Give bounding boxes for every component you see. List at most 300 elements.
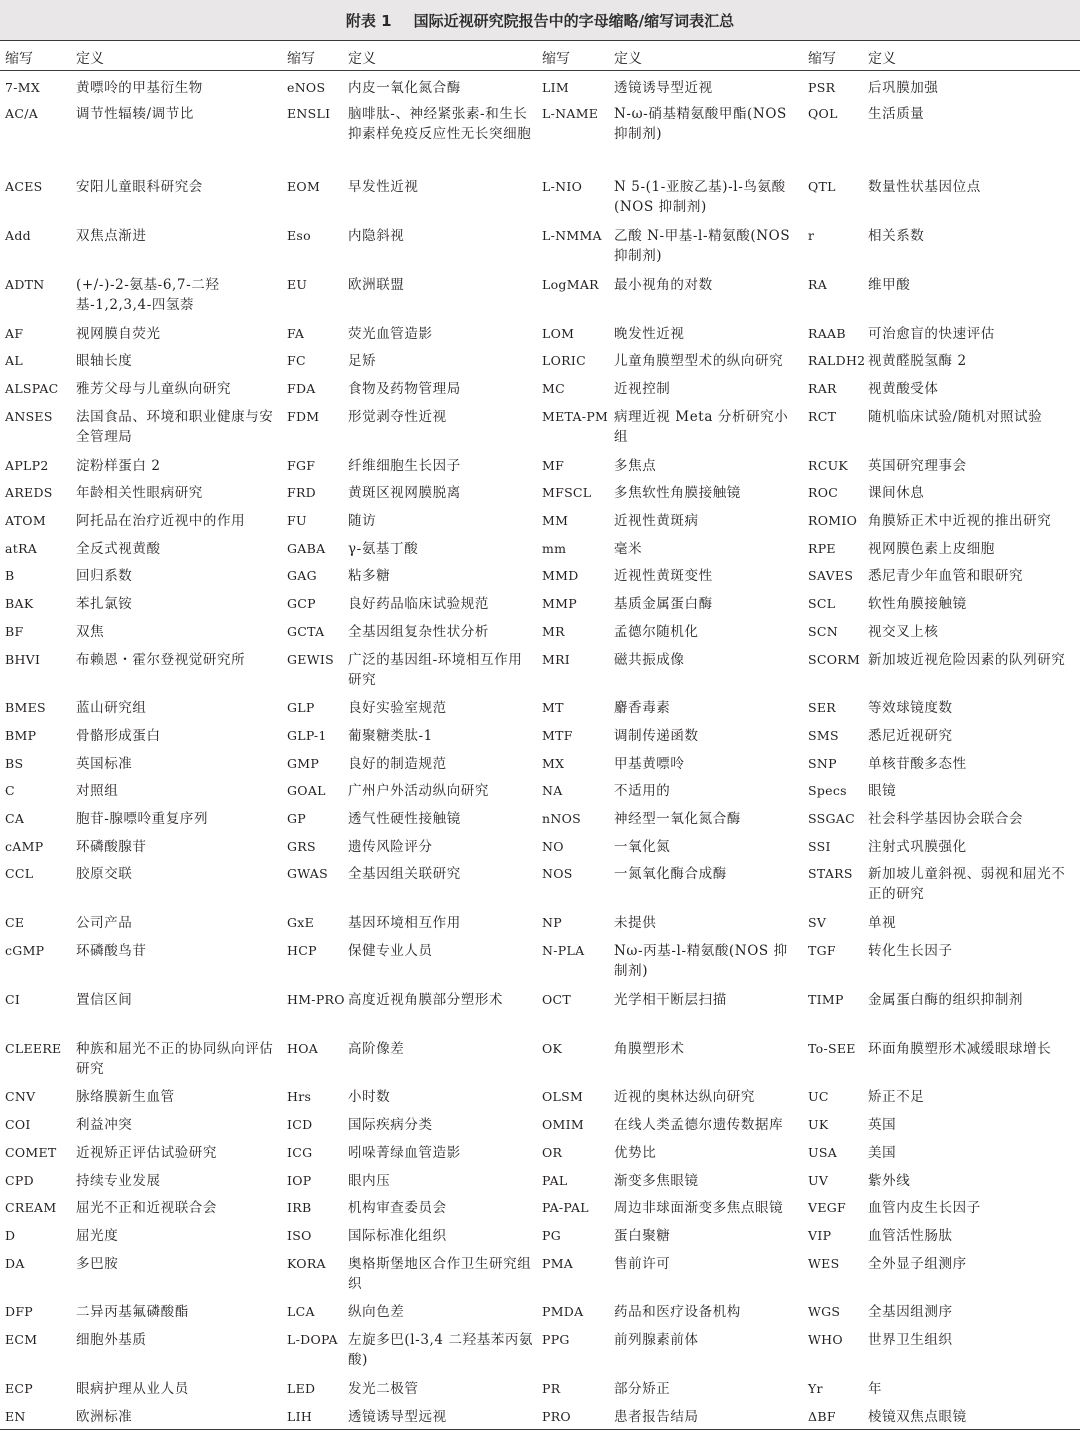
abbreviation-cell: BMES — [5, 700, 46, 715]
abbreviation-cell: LOM — [542, 326, 575, 341]
definition-cell: 神经型一氧化氮合酶 — [614, 811, 741, 827]
header-def-3: 定义 — [614, 51, 642, 67]
definition-cell: 机构审查委员会 — [348, 1200, 447, 1216]
abbreviation-cell: SCORM — [808, 652, 861, 667]
abbreviation-cell: L-NMMA — [542, 228, 602, 243]
abbreviation-cell: PR — [542, 1381, 561, 1396]
definition-cell: 未提供 — [614, 915, 657, 931]
header-def-2: 定义 — [348, 51, 376, 67]
definition-cell: 利益冲突 — [76, 1117, 133, 1133]
abbreviation-cell: QTL — [808, 179, 836, 194]
abbreviation-cell: SSI — [808, 839, 831, 854]
abbreviation-cell: ATOM — [5, 513, 46, 528]
abbreviation-cell: RPE — [808, 541, 836, 556]
definition-cell: 孟德尔随机化 — [614, 624, 699, 640]
definition-cell: 角膜矫正术中近视的推出研究 — [868, 513, 1052, 529]
definition-cell: 安阳儿童眼科研究会 — [76, 179, 203, 195]
definition-cell: 光学相干断层扫描 — [614, 992, 727, 1008]
definition-cell: 阿托品在治疗近视中的作用 — [76, 513, 246, 529]
abbreviation-cell: ΔBF — [808, 1409, 836, 1424]
abbreviation-cell: MC — [542, 381, 565, 396]
definition-cell: 基质金属蛋白酶 — [614, 596, 713, 612]
definition-cell: 基因环境相互作用 — [348, 915, 461, 931]
header-def-1: 定义 — [76, 51, 104, 67]
definition-cell: 单视 — [868, 915, 897, 931]
definition-cell: 广州户外活动纵向研究 — [348, 783, 489, 799]
abbreviation-cell: AREDS — [5, 485, 53, 500]
definition-cell: 近视控制 — [614, 381, 671, 397]
definition-cell: 欧洲标准 — [76, 1409, 133, 1425]
abbreviation-cell: NO — [542, 839, 564, 854]
definition-cell: 视网膜自荧光 — [76, 326, 161, 342]
definition-cell: 视黄醛脱氢酶 2 — [868, 353, 967, 369]
abbreviation-cell: PA-PAL — [542, 1200, 589, 1215]
abbreviation-cell: ACES — [5, 179, 43, 194]
definition-cell: 屈光度 — [76, 1228, 119, 1244]
abbreviation-cell: MR — [542, 624, 565, 639]
definition-cell: 眼轴长度 — [76, 353, 133, 369]
definition-cell: 周边非球面渐变多焦点眼镜 — [614, 1200, 784, 1216]
abbreviation-cell: Hrs — [287, 1089, 312, 1104]
abbreviation-cell: SSGAC — [808, 811, 855, 826]
abbreviation-cell: QOL — [808, 106, 838, 121]
abbreviation-cell: CNV — [5, 1089, 36, 1104]
abbreviation-cell: L-NIO — [542, 179, 583, 194]
abbreviation-cell: FU — [287, 513, 307, 528]
abbreviation-cell: HCP — [287, 943, 317, 958]
abbreviation-cell: MM — [542, 513, 569, 528]
definition-cell: 数量性状基因位点 — [868, 179, 981, 195]
abbreviation-cell: ALSPAC — [5, 381, 59, 396]
table-number: 附表 1 — [345, 11, 392, 30]
abbreviation-cell: COI — [5, 1117, 31, 1132]
definition-cell: 布赖恩・霍尔登视觉研究所 — [76, 652, 246, 668]
abbreviation-cell: PSR — [808, 80, 836, 95]
definition-cell: 国际疾病分类 — [348, 1117, 433, 1133]
abbreviation-cell: ECM — [5, 1332, 38, 1347]
abbreviation-cell: GEWIS — [287, 652, 334, 667]
definition-cell: 遗传风险评分 — [348, 839, 433, 855]
definition-cell: 后巩膜加强 — [868, 80, 939, 96]
abbreviation-cell: EU — [287, 277, 308, 292]
definition-cell: 广泛的基因组-环境相互作用研究 — [348, 652, 523, 688]
definition-cell: 眼内压 — [348, 1173, 391, 1189]
abbreviation-cell: L-NAME — [542, 106, 599, 121]
definition-cell: 课间休息 — [868, 485, 925, 501]
abbreviation-cell: GAG — [287, 568, 317, 583]
abbreviation-cell: MT — [542, 700, 564, 715]
definition-cell: 近视性黄斑变性 — [614, 568, 713, 584]
definition-cell: 血管内皮生长因子 — [868, 1200, 981, 1216]
abbreviation-cell: APLP2 — [5, 458, 49, 473]
definition-cell: 悉尼青少年血管和眼研究 — [868, 568, 1024, 584]
definition-cell: 公司产品 — [76, 915, 133, 931]
definition-cell: 环磷酸腺苷 — [76, 839, 147, 855]
definition-cell: 病理近视 Meta 分析研究小组 — [614, 409, 789, 445]
abbreviation-cell: GxE — [287, 915, 315, 930]
abbreviation-cell: Add — [5, 228, 31, 243]
table-caption: 国际近视研究院报告中的字母缩略/缩写词表汇总 — [413, 11, 735, 30]
definition-cell: 棱镜双焦点眼镜 — [868, 1409, 967, 1425]
definition-cell: 食物及药物管理局 — [348, 381, 461, 397]
abbreviation-cell: MTF — [542, 728, 573, 743]
definition-cell: 维甲酸 — [868, 277, 911, 293]
definition-cell: 乙酸 N-甲基-l-精氨酸(NOS抑制剂) — [614, 228, 791, 264]
abbreviation-cell: D — [5, 1228, 16, 1243]
definition-cell: 近视矫正评估试验研究 — [76, 1145, 217, 1161]
definition-cell: 多巴胺 — [76, 1256, 119, 1272]
abbreviation-cell: VEGF — [808, 1200, 847, 1215]
definition-cell: 眼镜 — [868, 783, 897, 799]
abbreviation-cell: ANSES — [5, 409, 53, 424]
abbreviation-cell: atRA — [5, 541, 38, 556]
abbreviation-cell: STARS — [808, 866, 853, 881]
definition-cell: 社会科学基因协会联合会 — [868, 811, 1024, 827]
abbreviation-cell: BMP — [5, 728, 37, 743]
abbreviation-cell: WGS — [808, 1304, 841, 1319]
definition-cell: 良好的制造规范 — [348, 756, 447, 772]
abbreviation-cell: GP — [287, 811, 306, 826]
abbreviation-cell: SV — [808, 915, 827, 930]
abbreviation-cell: FGF — [287, 458, 316, 473]
abbreviation-cell: CE — [5, 915, 25, 930]
definition-cell: 世界卫生组织 — [868, 1332, 953, 1348]
definition-cell: 美国 — [868, 1145, 897, 1161]
definition-cell: 金属蛋白酶的组织抑制剂 — [868, 992, 1024, 1008]
abbreviation-cell: ICG — [287, 1145, 313, 1160]
definition-cell: 软性角膜接触镜 — [868, 596, 967, 612]
abbreviation-cell: SNP — [808, 756, 837, 771]
definition-cell: 苯扎氯铵 — [76, 596, 133, 612]
abbreviation-cell: LED — [287, 1381, 316, 1396]
abbreviation-cell: NA — [542, 783, 563, 798]
definition-cell: 环磷酸鸟苷 — [76, 943, 147, 959]
abbreviation-cell: mm — [542, 541, 567, 556]
abbreviation-cell: VIP — [808, 1228, 832, 1243]
definition-cell: 蓝山研究组 — [76, 700, 147, 716]
definition-cell: 一氧化氮 — [614, 839, 671, 855]
abbreviation-cell: RALDH2 — [808, 353, 866, 368]
abbreviation-cell: ICD — [287, 1117, 313, 1132]
definition-cell: 随机临床试验/随机对照试验 — [868, 409, 1043, 425]
abbreviation-cell: ENSLI — [287, 106, 331, 121]
definition-cell: 注射式巩膜强化 — [868, 839, 967, 855]
definition-cell: γ-氨基丁酸 — [348, 541, 419, 557]
abbreviation-cell: BS — [5, 756, 24, 771]
definition-cell: 视交叉上核 — [868, 624, 939, 640]
definition-cell: 前列腺素前体 — [614, 1332, 699, 1348]
definition-cell: 纤维细胞生长因子 — [348, 458, 461, 474]
abbreviation-cell: IRB — [287, 1200, 312, 1215]
abbreviation-cell: DA — [5, 1256, 25, 1271]
abbreviation-cell: GLP — [287, 700, 315, 715]
abbreviation-cell: USA — [808, 1145, 838, 1160]
abbreviation-cell: Eso — [287, 228, 311, 243]
abbreviation-cell: SCL — [808, 596, 836, 611]
definition-cell: 血管活性肠肽 — [868, 1228, 953, 1244]
abbreviation-cell: TGF — [808, 943, 836, 958]
definition-cell: 粘多糖 — [348, 568, 391, 584]
definition-cell: 发光二极管 — [348, 1381, 419, 1397]
abbreviation-cell: ECP — [5, 1381, 33, 1396]
definition-cell: N-ω-硝基精氨酸甲酯(NOS抑制剂) — [614, 106, 787, 142]
abbreviation-cell: EN — [5, 1409, 26, 1424]
abbreviation-cell: BF — [5, 624, 24, 639]
abbreviation-cell: AF — [5, 326, 24, 341]
abbreviation-cell: eNOS — [287, 80, 326, 95]
abbreviation-cell: 7-MX — [5, 80, 41, 95]
abbreviation-cell: FRD — [287, 485, 317, 500]
definition-cell: 可治愈盲的快速评估 — [868, 326, 995, 342]
definition-cell: 调节性辐辏/调节比 — [76, 106, 194, 122]
abbreviation-cell: CA — [5, 811, 25, 826]
definition-cell: 内皮一氧化氮合酶 — [348, 80, 461, 96]
definition-cell: 多焦点 — [614, 458, 657, 474]
abbreviation-cell: WES — [808, 1256, 840, 1271]
abbreviation-cell: ISO — [287, 1228, 312, 1243]
definition-cell: 视黄酸受体 — [868, 381, 939, 397]
definition-cell: 高度近视角膜部分塑形术 — [348, 992, 504, 1008]
definition-cell: 保健专业人员 — [348, 943, 433, 959]
abbreviation-cell: PMDA — [542, 1304, 584, 1319]
definition-cell: 透气性硬性接触镜 — [348, 811, 461, 827]
table-title — [0, 0, 1080, 41]
definition-cell: 新加坡近视危险因素的队列研究 — [868, 652, 1066, 668]
abbreviation-cell: N-PLA — [542, 943, 585, 958]
definition-cell: 二异丙基氟磷酸酯 — [76, 1304, 189, 1320]
definition-cell: 纵向色差 — [348, 1304, 405, 1320]
abbreviation-cell: AC/A — [5, 106, 39, 121]
definition-cell: 一氮氧化酶合成酶 — [614, 866, 727, 882]
definition-cell: 双焦点渐进 — [76, 228, 147, 244]
definition-cell: 毫米 — [614, 541, 643, 557]
definition-cell: 全基因组复杂性状分析 — [348, 624, 489, 640]
definition-cell: 不适用的 — [614, 783, 671, 799]
definition-cell: 黄斑区视网膜脱离 — [348, 485, 461, 501]
abbreviation-cell: PPG — [542, 1332, 570, 1347]
abbreviation-cell: GWAS — [287, 866, 329, 881]
definition-cell: 小时数 — [348, 1089, 391, 1105]
abbreviation-cell: SCN — [808, 624, 838, 639]
header-abbr-2: 缩写 — [287, 51, 315, 67]
definition-cell: 最小视角的对数 — [614, 277, 713, 293]
abbreviation-cell: OR — [542, 1145, 563, 1160]
abbreviation-cell: TIMP — [808, 992, 844, 1007]
abbreviation-cell: WHO — [808, 1332, 843, 1347]
abbreviation-cell: C — [5, 783, 15, 798]
definition-cell: 奥格斯堡地区合作卫生研究组织 — [348, 1256, 532, 1292]
definition-cell: 葡聚糖类肽-1 — [348, 728, 433, 744]
definition-cell: 吲哚菁绿血管造影 — [348, 1145, 461, 1161]
abbreviation-cell: RA — [808, 277, 828, 292]
abbreviation-cell: MMD — [542, 568, 579, 583]
definition-cell: 透镜诱导型近视 — [614, 80, 713, 96]
definition-cell: 淀粉样蛋白 2 — [76, 458, 161, 474]
abbreviation-cell: L-DOPA — [287, 1332, 338, 1347]
abbreviation-cell: EOM — [287, 179, 321, 194]
definition-cell: 法国食品、环境和职业健康与安全管理局 — [76, 409, 274, 445]
definition-cell: 麝香毒素 — [614, 700, 671, 716]
abbreviation-cell: MMP — [542, 596, 577, 611]
abbreviation-cell: FDM — [287, 409, 320, 424]
definition-cell: 多焦软性角膜接触镜 — [614, 485, 741, 501]
definition-cell: 甲基黄嘌呤 — [614, 756, 685, 772]
abbreviation-cell: LCA — [287, 1304, 315, 1319]
definition-cell: 黄嘌呤的甲基衍生物 — [76, 80, 203, 96]
definition-cell: 荧光血管造影 — [348, 326, 433, 342]
definition-cell: 角膜塑形术 — [614, 1041, 685, 1057]
definition-cell: 全基因组关联研究 — [348, 866, 461, 882]
definition-cell: 早发性近视 — [348, 179, 419, 195]
definition-cell: 雅芳父母与儿童纵向研究 — [76, 381, 232, 397]
abbreviation-cell: PAL — [542, 1173, 568, 1188]
definition-cell: 部分矫正 — [614, 1381, 671, 1397]
definition-cell: 儿童角膜塑型术的纵向研究 — [614, 353, 784, 369]
abbreviation-cell: COMET — [5, 1145, 57, 1160]
abbreviation-cell: PG — [542, 1228, 561, 1243]
abbreviation-cell: cGMP — [5, 943, 45, 958]
definition-cell: 相关系数 — [868, 228, 925, 244]
abbreviation-cell: CCL — [5, 866, 34, 881]
definition-cell: 药品和医疗设备机构 — [614, 1304, 741, 1320]
abbreviation-cell: GABA — [287, 541, 326, 556]
definition-cell: 英国 — [868, 1117, 897, 1133]
definition-cell: 足矫 — [348, 353, 377, 369]
definition-cell: 新加坡儿童斜视、弱视和屈光不正的研究 — [868, 866, 1066, 902]
definition-cell: 近视性黄斑病 — [614, 513, 699, 529]
definition-cell: 悉尼近视研究 — [868, 728, 953, 744]
definition-cell: 国际标准化组织 — [348, 1228, 447, 1244]
definition-cell: 高阶像差 — [348, 1041, 405, 1057]
abbreviation-cell: ADTN — [5, 277, 45, 292]
definition-cell: 屈光不正和近视联合会 — [76, 1200, 217, 1216]
abbreviation-cell: RAAB — [808, 326, 846, 341]
definition-cell: 骨骼形成蛋白 — [76, 728, 161, 744]
abbreviation-cell: nNOS — [542, 811, 581, 826]
abbreviation-cell: MX — [542, 756, 565, 771]
definition-cell: 胶原交联 — [76, 866, 133, 882]
definition-cell: 全外显子组测序 — [868, 1256, 967, 1272]
definition-cell: 内隐斜视 — [348, 228, 405, 244]
abbreviation-cell: B — [5, 568, 15, 583]
abbreviation-cell: UC — [808, 1089, 829, 1104]
abbreviation-cell: MF — [542, 458, 565, 473]
definition-cell: 环面角膜塑形术减缓眼球增长 — [868, 1041, 1052, 1057]
abbreviation-cell: DFP — [5, 1304, 34, 1319]
abbreviation-cell: CPD — [5, 1173, 34, 1188]
table-header — [0, 42, 1080, 71]
definition-cell: 优势比 — [614, 1145, 657, 1161]
abbreviation-cell: LIH — [287, 1409, 313, 1424]
abbreviation-cell: MFSCL — [542, 485, 592, 500]
definition-cell: 近视的奥林达纵向研究 — [614, 1089, 755, 1105]
abbreviation-cell: CLEERE — [5, 1041, 62, 1056]
abbreviation-cell: Yr — [808, 1381, 823, 1396]
definition-cell: 胞苷-腺嘌呤重复序列 — [76, 811, 209, 827]
abbreviation-cell: OCT — [542, 992, 572, 1007]
abbreviation-cell: AL — [5, 353, 23, 368]
abbreviation-cell: GMP — [287, 756, 320, 771]
abbreviation-cell: BAK — [5, 596, 34, 611]
definition-cell: 良好实验室规范 — [348, 700, 447, 716]
header-abbr-3: 缩写 — [542, 51, 570, 67]
definition-cell: 蛋白聚糖 — [614, 1228, 671, 1244]
abbreviation-cell: PRO — [542, 1409, 571, 1424]
abbreviation-cell: ROC — [808, 485, 839, 500]
definition-cell: N 5-(1-亚胺乙基)-l-鸟氨酸(NOS 抑制剂) — [614, 179, 786, 215]
abbreviation-cell: SAVES — [808, 568, 854, 583]
definition-cell: 形觉剥夺性近视 — [348, 409, 447, 425]
abbreviation-cell: r — [808, 228, 815, 243]
header-abbr-4: 缩写 — [808, 51, 836, 67]
abbreviation-cell: UV — [808, 1173, 829, 1188]
header-abbr-1: 缩写 — [5, 51, 33, 67]
abbreviation-cell: HOA — [287, 1041, 319, 1056]
abbreviation-cell: GCP — [287, 596, 316, 611]
abbreviation-cell: NP — [542, 915, 562, 930]
abbreviation-cell: Specs — [808, 783, 847, 798]
definition-cell: 调制传递函数 — [614, 728, 699, 744]
abbreviation-cell: NOS — [542, 866, 573, 881]
header-def-4: 定义 — [868, 51, 896, 67]
abbreviation-cell: MRI — [542, 652, 571, 667]
abbreviation-cell: LORIC — [542, 353, 586, 368]
definition-cell: 英国标准 — [76, 756, 133, 772]
abbreviation-cell: FDA — [287, 381, 316, 396]
definition-cell: 双焦 — [76, 624, 105, 640]
definition-cell: 患者报告结局 — [614, 1409, 699, 1425]
abbreviation-cell: ROMIO — [808, 513, 858, 528]
definition-cell: 全基因组测序 — [868, 1304, 953, 1320]
definition-cell: 持续专业发展 — [76, 1173, 161, 1189]
definition-cell: 英国研究理事会 — [868, 458, 967, 474]
abbreviation-cell: GLP-1 — [287, 728, 327, 743]
abbreviation-cell: RCT — [808, 409, 837, 424]
abbreviation-cell: KORA — [287, 1256, 326, 1271]
definition-cell: 回归系数 — [76, 568, 133, 584]
definition-cell: 眼病护理从业人员 — [76, 1381, 189, 1397]
definition-cell: 细胞外基质 — [76, 1332, 147, 1348]
definition-cell: 渐变多焦眼镜 — [614, 1173, 699, 1189]
abbreviation-cell: cAMP — [5, 839, 44, 854]
bottom-rule — [0, 1429, 1080, 1430]
abbreviation-cell: BHVI — [5, 652, 41, 667]
abbreviation-cell: OK — [542, 1041, 563, 1056]
abbreviation-cell: GOAL — [287, 783, 326, 798]
abbreviation-cell: LIM — [542, 80, 569, 95]
definition-cell: 视网膜色素上皮细胞 — [868, 541, 995, 557]
abbreviation-cell: CI — [5, 992, 21, 1007]
definition-cell: 左旋多巴(l-3,4 二羟基苯丙氨酸) — [348, 1332, 534, 1368]
abbreviation-cell: SMS — [808, 728, 839, 743]
definition-cell: 年龄相关性眼病研究 — [76, 485, 203, 501]
abbreviation-cell: FA — [287, 326, 305, 341]
definition-cell: 矫正不足 — [868, 1089, 925, 1105]
definition-cell: 转化生长因子 — [868, 943, 953, 959]
abbreviation-cell: PMA — [542, 1256, 574, 1271]
abbreviation-cell: SER — [808, 700, 836, 715]
definition-cell: 等效球镜度数 — [868, 700, 953, 716]
definition-cell: 随访 — [348, 513, 377, 529]
definition-cell: Nω-丙基-l-精氨酸(NOS 抑制剂) — [614, 943, 788, 979]
definition-cell: 生活质量 — [868, 106, 925, 122]
definition-cell: 在线人类孟德尔遗传数据库 — [614, 1117, 784, 1133]
abbreviation-cell: LogMAR — [542, 277, 599, 292]
definition-cell: 脉络膜新生血管 — [76, 1089, 175, 1105]
abbreviation-cell: RAR — [808, 381, 837, 396]
abbreviation-cell: RCUK — [808, 458, 849, 473]
abbreviation-cell: META-PM — [542, 409, 609, 424]
